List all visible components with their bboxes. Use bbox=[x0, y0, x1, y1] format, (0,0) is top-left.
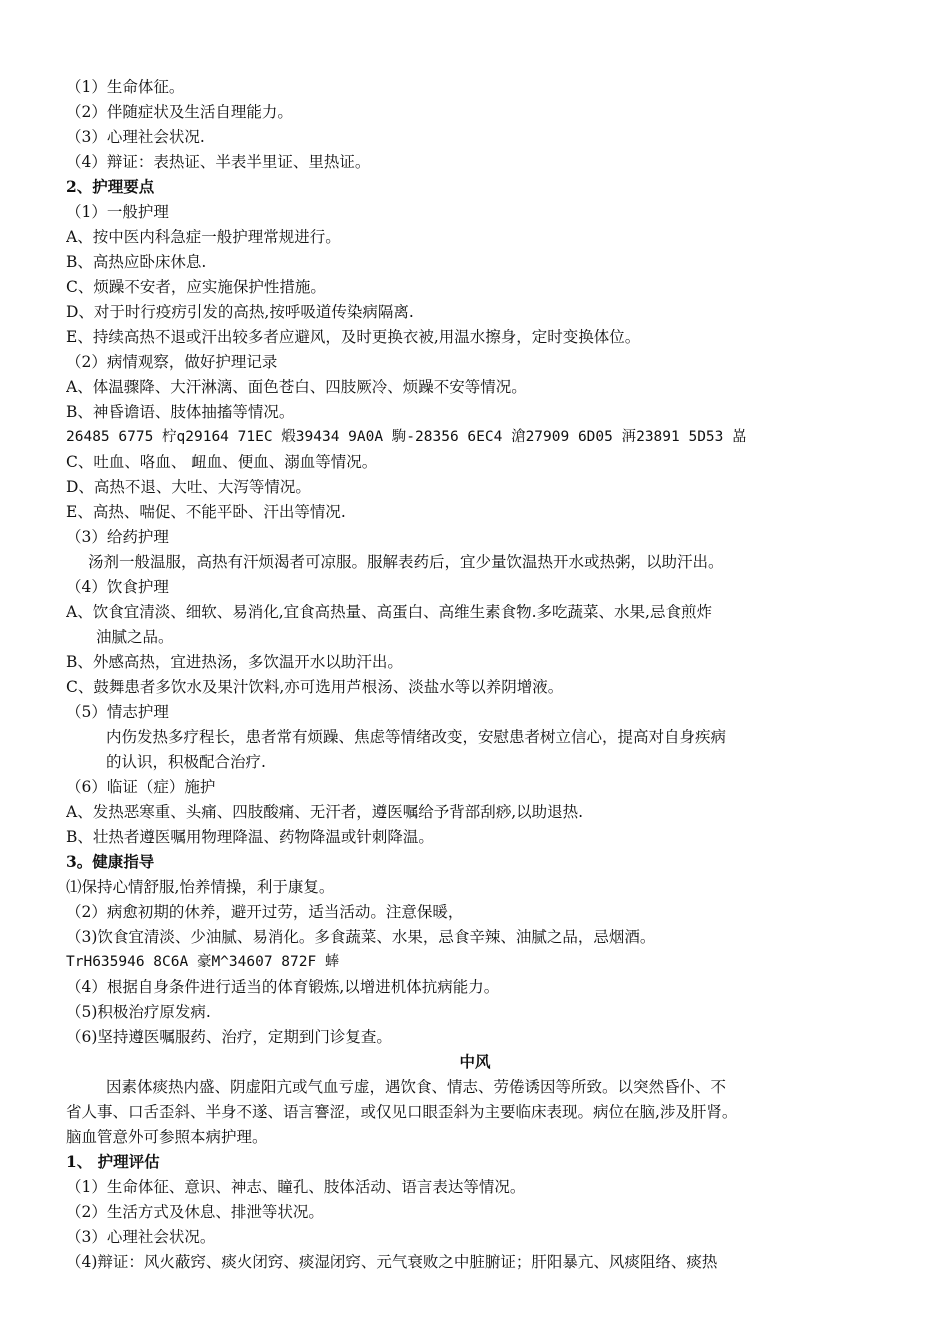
paragraph-line: 脑血管意外可参照本病护理。 bbox=[66, 1128, 268, 1146]
text-line: （2）伴随症状及生活自理能力。 bbox=[66, 103, 293, 121]
text-line: B、神昏谵语、肢体抽搐等情况。 bbox=[66, 403, 295, 421]
text-line: D、高热不退、大吐、大泻等情况。 bbox=[66, 478, 311, 496]
paragraph-line: 汤剂一般温服，高热有汗烦渴者可凉服。服解表药后，宜少量饮温热开水或热粥，以助汗出。 bbox=[88, 553, 724, 571]
section-heading: 1、 护理评估 bbox=[66, 1152, 160, 1171]
text-line: D、对于时行疫疠引发的高热,按呼吸道传染病隔离. bbox=[66, 303, 414, 321]
text-line-continuation: 油腻之品。 bbox=[96, 628, 174, 646]
text-line: （2）生活方式及休息、排泄等状况。 bbox=[66, 1203, 324, 1221]
section-heading: 2、护理要点 bbox=[66, 177, 155, 196]
text-line: （1）生命体征、意识、神志、瞳孔、肢体活动、语言表达等情况。 bbox=[66, 1178, 526, 1196]
text-line: （5）情志护理 bbox=[66, 703, 169, 721]
text-line: E、持续高热不退或汗出较多者应避风，及时更换衣被,用温水擦身，定时变换体位。 bbox=[66, 328, 641, 346]
text-line: （3）给药护理 bbox=[66, 528, 169, 546]
text-line: B、外感高热，宜进热汤，多饮温开水以助汗出。 bbox=[66, 653, 403, 671]
text-line: （3)饮食宜清淡、少油腻、易消化。多食蔬菜、水果，忌食辛辣、油腻之品，忌烟酒。 bbox=[66, 928, 656, 946]
text-line: E、高热、喘促、不能平卧、汗出等情况. bbox=[66, 503, 346, 521]
text-line: （1）一般护理 bbox=[66, 203, 169, 221]
text-line: （4）根据自身条件进行适当的体育锻炼,以增进机体抗病能力。 bbox=[66, 978, 500, 996]
text-line: A、按中医内科急症一般护理常规进行。 bbox=[66, 228, 341, 246]
section-heading: 3。健康指导 bbox=[66, 852, 155, 871]
text-line: A、饮食宜清淡、细软、易消化,宜食高热量、高蛋白、高维生素食物.多吃蔬菜、水果,忌食煎炸 bbox=[66, 603, 712, 621]
text-line: A、发热恶寒重、头痛、四肢酸痛、无汗者，遵医嘱给予背部刮痧,以助退热. bbox=[66, 803, 584, 821]
text-line: （4)辩证：风火蔽窍、痰火闭窍、痰湿闭窍、元气衰败之中脏腑证；肝阳暴亢、风痰阻络、痰热 bbox=[66, 1253, 718, 1271]
text-line: （2）病愈初期的休养，避开过劳，适当活动。注意保暖， bbox=[66, 903, 464, 921]
paragraph-line: 因素体痰热内盛、阴虚阳亢或气血亏虚，遇饮食、情志、劳倦诱因等所致。以突然昏仆、不 bbox=[106, 1078, 727, 1096]
text-line: （6)坚持遵医嘱服药、治疗，定期到门诊复查。 bbox=[66, 1028, 392, 1046]
text-line: （5)积极治疗原发病. bbox=[66, 1003, 211, 1021]
text-line: B、壮热者遵医嘱用物理降温、药物降温或针刺降温。 bbox=[66, 828, 434, 846]
text-line: （3）心理社会状况。 bbox=[66, 1228, 216, 1246]
text-line: （6）临证（症）施护 bbox=[66, 778, 216, 796]
text-line: C、吐血、咯血、 衄血、便血、溺血等情况。 bbox=[66, 453, 378, 471]
paragraph-line: 的认识，积极配合治疗. bbox=[106, 753, 266, 771]
text-line: C、烦躁不安者，应实施保护性措施。 bbox=[66, 278, 326, 296]
chapter-title: 中风 bbox=[459, 1052, 491, 1071]
text-line: （4）辩证：表热证、半表半里证、里热证。 bbox=[66, 153, 371, 171]
text-line: （3）心理社会状况. bbox=[66, 128, 205, 146]
text-line: A、体温骤降、大汗淋漓、面色苍白、四肢厥冷、烦躁不安等情况。 bbox=[66, 378, 527, 396]
paragraph-line: 内伤发热多疗程长，患者常有烦躁、焦虑等情绪改变，安慰患者树立信心，提高对自身疾病 bbox=[106, 728, 727, 746]
garbled-code-line: 26485 6775 柠q29164 71EC 煅39434 9A0A 駒-28356 6EC4 滄27909 6D05 洅23891 5D53 嵓 bbox=[66, 429, 747, 445]
text-line: ⑴保持心情舒服,怡养情操，利于康复。 bbox=[66, 878, 335, 896]
text-line: （1）生命体征。 bbox=[66, 78, 185, 96]
garbled-code-line: TrH635946 8C6A 豪M^34607 872F 蜯 bbox=[66, 954, 340, 970]
text-line: （4）饮食护理 bbox=[66, 578, 169, 596]
text-line: C、鼓舞患者多饮水及果汁饮料,亦可选用芦根汤、淡盐水等以养阴增液。 bbox=[66, 678, 564, 696]
text-line: （2）病情观察，做好护理记录 bbox=[66, 353, 278, 371]
paragraph-line: 省人事、口舌歪斜、半身不遂、语言謇涩，或仅见口眼歪斜为主要临床表现。病位在脑,涉及肝肾。 bbox=[66, 1103, 738, 1121]
text-line: B、高热应卧床休息. bbox=[66, 253, 207, 271]
